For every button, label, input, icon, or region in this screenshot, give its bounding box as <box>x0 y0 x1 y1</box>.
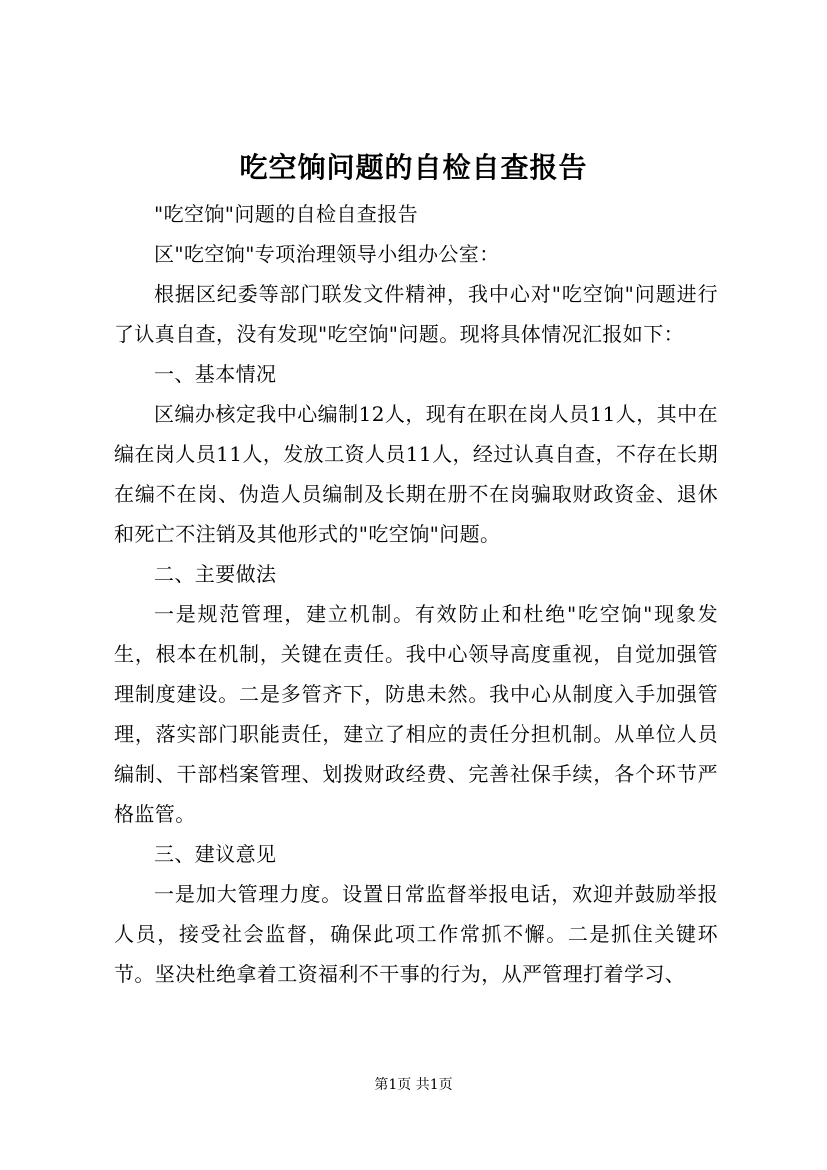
section-heading-suggestions: 三、建议意见 <box>154 842 277 866</box>
document-title: 吃空饷问题的自检自查报告 <box>239 151 588 184</box>
paragraph-basic-situation: 区编办核定我中心编制12人，现有在职在岗人员11人，其中在编在岗人员11人，发放工资人员11人，经过认真自查，不存在长期在编不在岗、伪造人员编制及长期在册不在岗骗取财政资金、退休和死亡不注销及其他形式的"吃空饷"问题。 <box>114 402 718 546</box>
section-heading-basic-situation: 一、基本情况 <box>154 362 277 386</box>
paragraph-intro: 根据区纪委等部门联发文件精神，我中心对"吃空饷"问题进行了认真自查，没有发现"吃空饷"问题。现将具体情况汇报如下： <box>114 282 718 346</box>
document-body <box>114 194 718 994</box>
paragraph-subtitle: "吃空饷"问题的自检自查报告 <box>154 202 418 226</box>
paragraph-addressee: 区"吃空饷"专项治理领导小组办公室： <box>154 242 500 266</box>
paragraph-main-practices: 一是规范管理，建立机制。有效防止和杜绝"吃空饷"现象发生，根本在机制，关键在责任。我中心领导高度重视，自觉加强管理制度建设。二是多管齐下，防患未然。我中心从制度入手加强管理，落实部门职能责任，建立了相应的责任分担机制。从单位人员编制、干部档案管理、划拨财政经费、完善社保手续，各个环节严格监管。 <box>114 602 718 826</box>
page-footer: 第1页 共1页 <box>374 1077 453 1093</box>
section-heading-main-practices: 二、主要做法 <box>154 562 277 586</box>
paragraph-suggestions: 一是加大管理力度。设置日常监督举报电话，欢迎并鼓励举报人员，接受社会监督，确保此项工作常抓不懈。二是抓住关键环节。坚决杜绝拿着工资福利不干事的行为，从严管理打着学习、 <box>114 882 718 986</box>
